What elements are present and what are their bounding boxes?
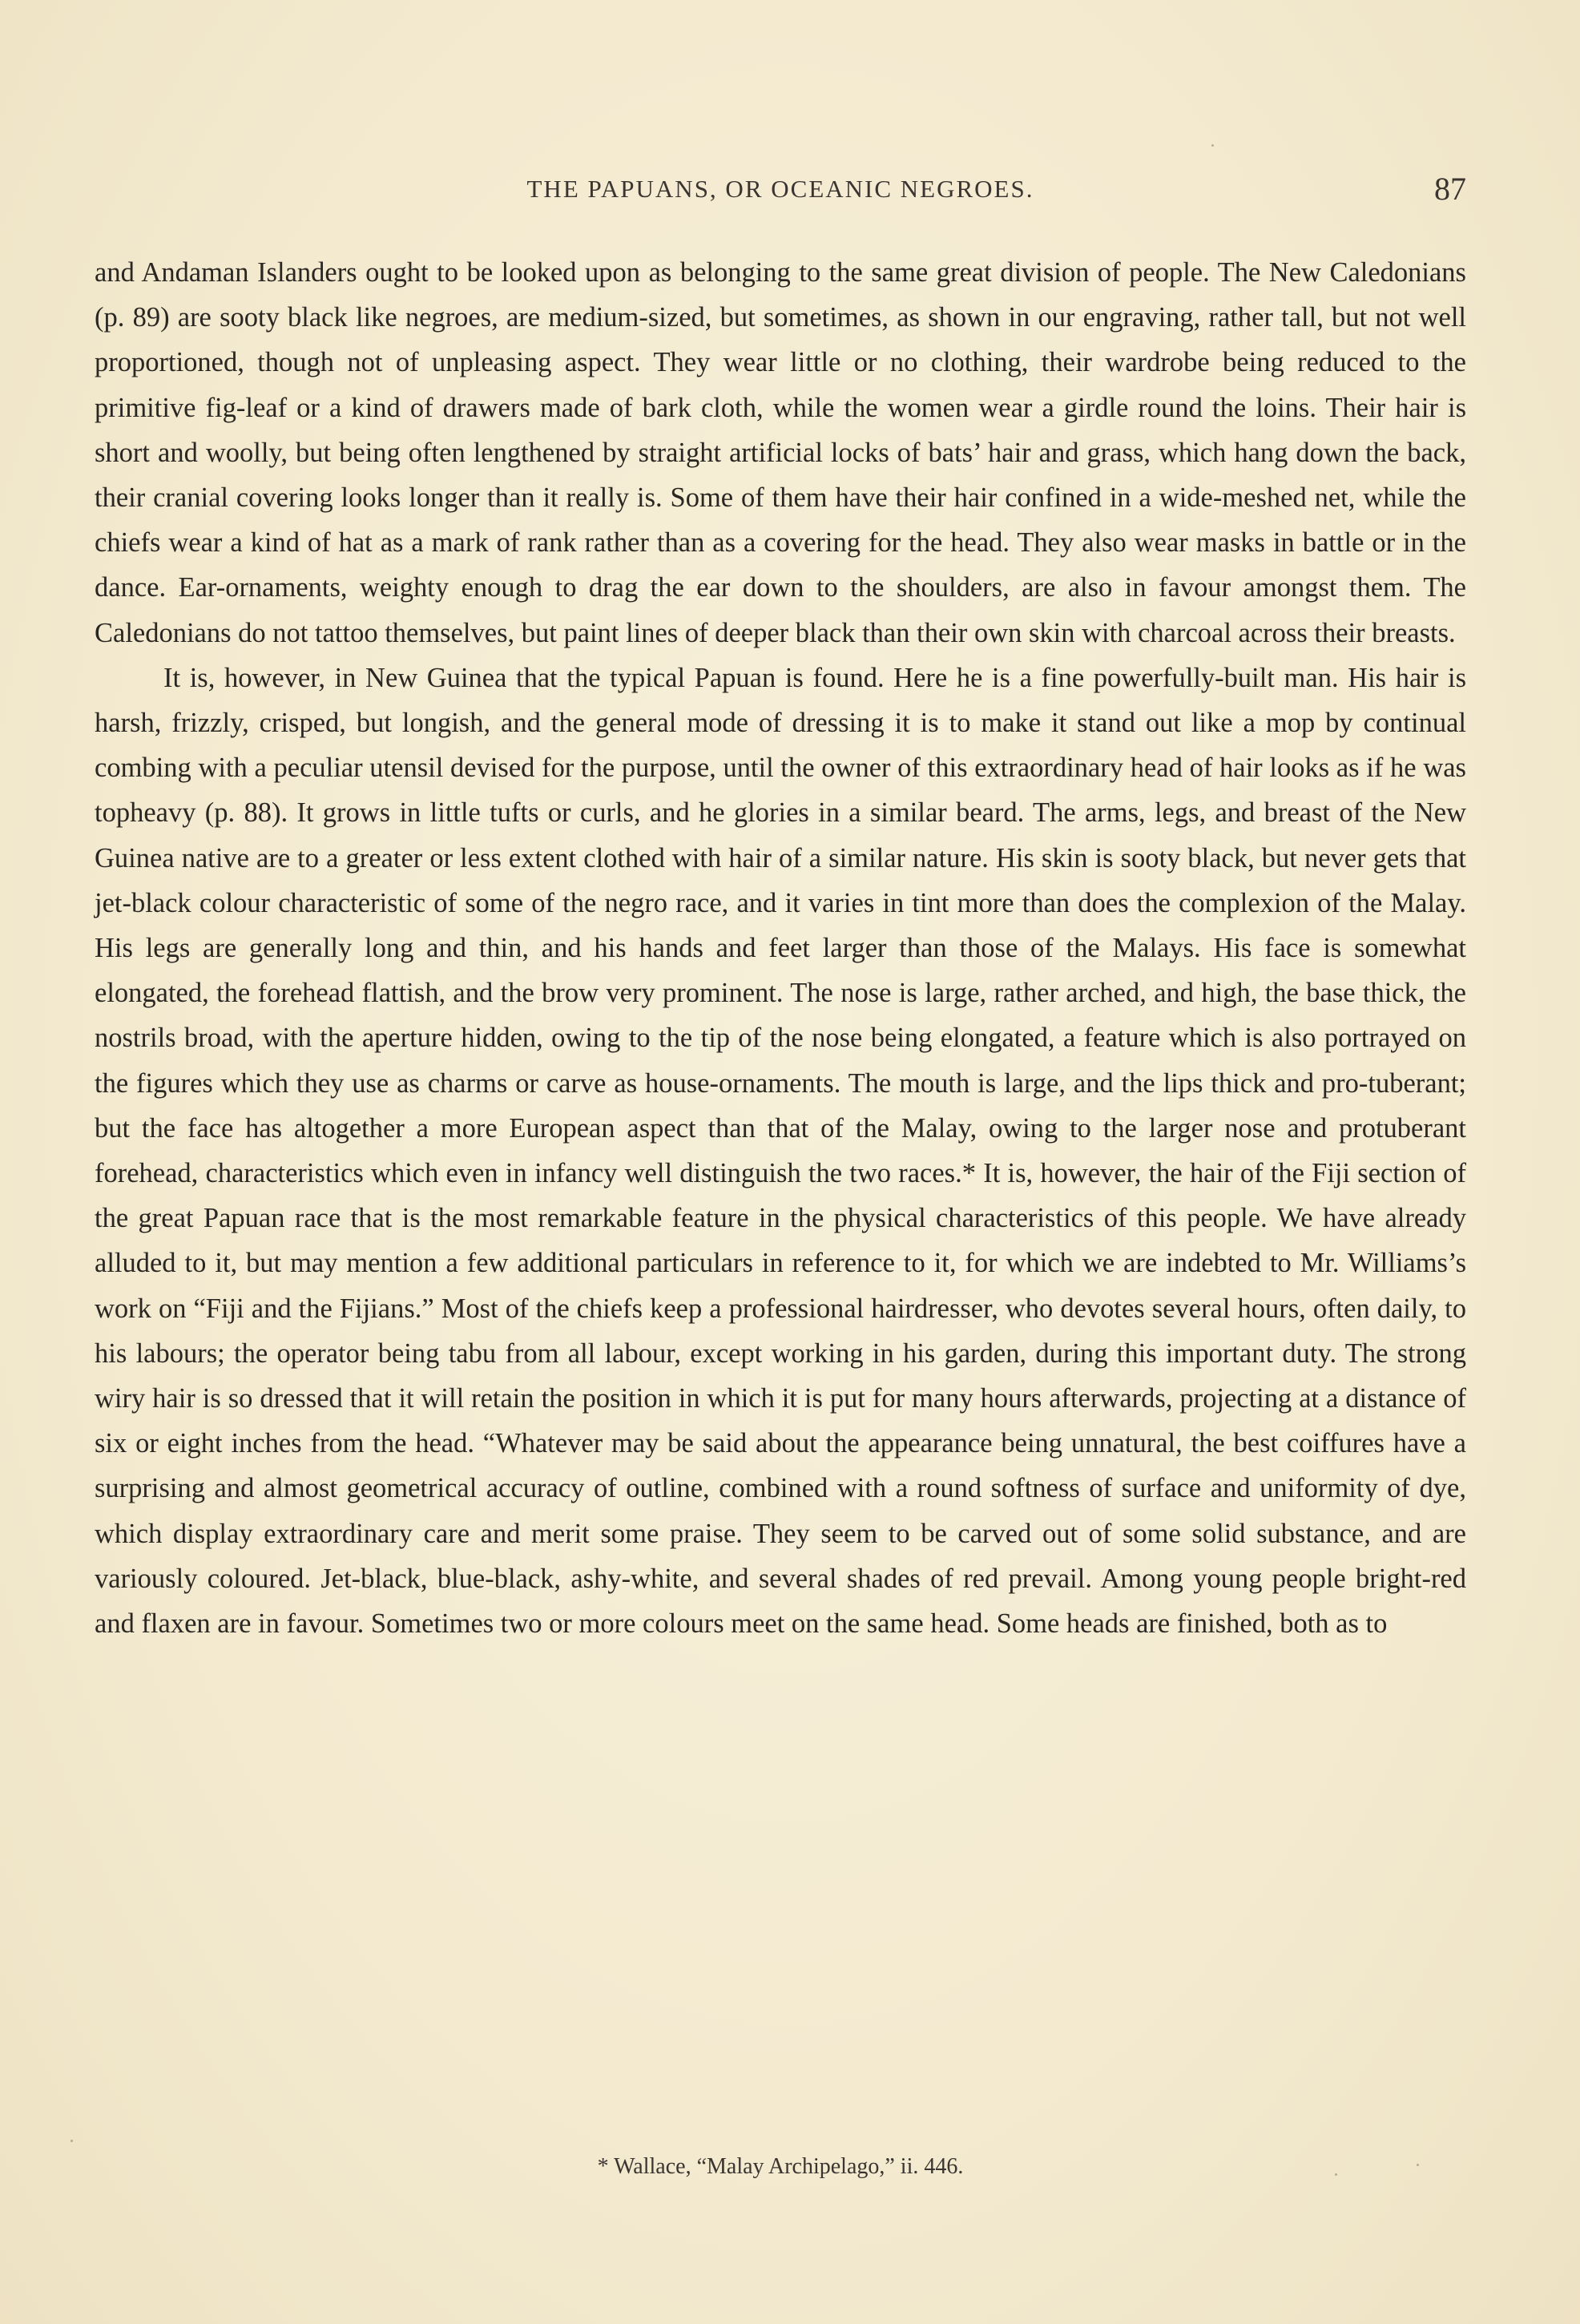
running-title: THE PAPUANS, OR OCEANIC NEGROES.	[526, 175, 1034, 203]
footnote: * Wallace, “Malay Archipelago,” ii. 446.	[597, 2154, 964, 2179]
paragraph-new-guinea: It is, however, in New Guinea that the typical Papuan is found. Here he is a fine powerfully-built man. His hair is harsh, frizzly, crisped, but longish, and the general mode of dressing it is to make it stand out like a mop by continual combing with a peculiar utensil devised for the purpose, until the owner of this extraordinary head of hair looks as if he was topheavy (p. 88). It grows in little tufts or curls, and he glories in a similar beard. The arms, legs, and breast of the New Guinea native are to a greater or less extent clothed with hair of a similar nature. His skin is sooty black, but never gets that jet-black colour characteristic of some of the negro race, and it varies in tint more than does the complexion of the Malay. His legs are generally long and thin, and his hands and feet larger than those of the Malays. His face is somewhat elongated, the forehead flattish, and the brow very prominent. The nose is large, rather arched, and high, the base thick, the nostrils broad, with the aperture hidden, owing to the tip of the nose being elongated, a feature which is also portrayed on the figures which they use as charms or carve as house-ornaments. The mouth is large, and the lips thick and pro-tuberant; but the face has altogether a more European aspect than that of the Malay, owing to the larger nose and protuberant forehead, characteristics which even in infancy well distinguish the two races.* It is, however, the hair of the Fiji section of the great Papuan race that is the most remarkable feature in the physical characteristics of this people. We have already alluded to it, but may mention a few additional particulars in reference to it, for which we are indebted to Mr. Williams’s work on “Fiji and the Fijians.” Most of the chiefs keep a professional hairdresser, who devotes several hours, often daily, to his labours; the operator being tabu from all labour, except working in his garden, during this important duty. The strong wiry hair is so dressed that it will retain the position in which it is put for many hours afterwards, projecting at a distance of six or eight inches from the head. “Whatever may be said about the appearance being unnatural, the best coiffures have a surprising and almost geometrical accuracy of outline, combined with a round softness of surface and uniformity of dye, which display extraordinary care and merit some praise. They seem to be carved out of some solid substance, and are variously coloured. Jet-black, blue-black, ashy-white, and several shades of red prevail. Among young people bright-red and flaxen are in favour. Sometimes two or more colours meet on the same head. Some heads are finished, both as to	[95, 662, 1466, 1640]
paper-speck	[1335, 2173, 1337, 2176]
paper-speck	[1211, 144, 1214, 147]
paragraph-caledonians: and Andaman Islanders ought to be looked upon as belonging to the same great division of people. The New Caledonians (p. 89) are sooty black like negroes, are medium-sized, but sometimes, as shown in our engraving, rather tall, but not well proportioned, though not of unpleasing aspect. They wear little or no clothing, their wardrobe being reduced to the primitive fig-leaf or a kind of drawers made of bark cloth, while the women wear a girdle round the loins. Their hair is short and woolly, but being often lengthened by straight artificial locks of bats’ hair and grass, which hang down the back, their cranial covering looks longer than it really is. Some of them have their hair confined in a wide-meshed net, while the chiefs wear a kind of hat as a mark of rank rather than as a covering for the head. They also wear masks in battle or in the dance. Ear-ornaments, weighty enough to drag the ear down to the shoulders, are also in favour amongst them. The Caledonians do not tattoo themselves, but paint lines of deeper black than their own skin with charcoal across their breasts.	[95, 257, 1466, 648]
running-head	[95, 171, 1466, 215]
page-number: 87	[1434, 171, 1466, 207]
paper-speck	[1417, 2164, 1419, 2166]
body-text	[95, 250, 1466, 1646]
paper-speck	[71, 2140, 73, 2142]
